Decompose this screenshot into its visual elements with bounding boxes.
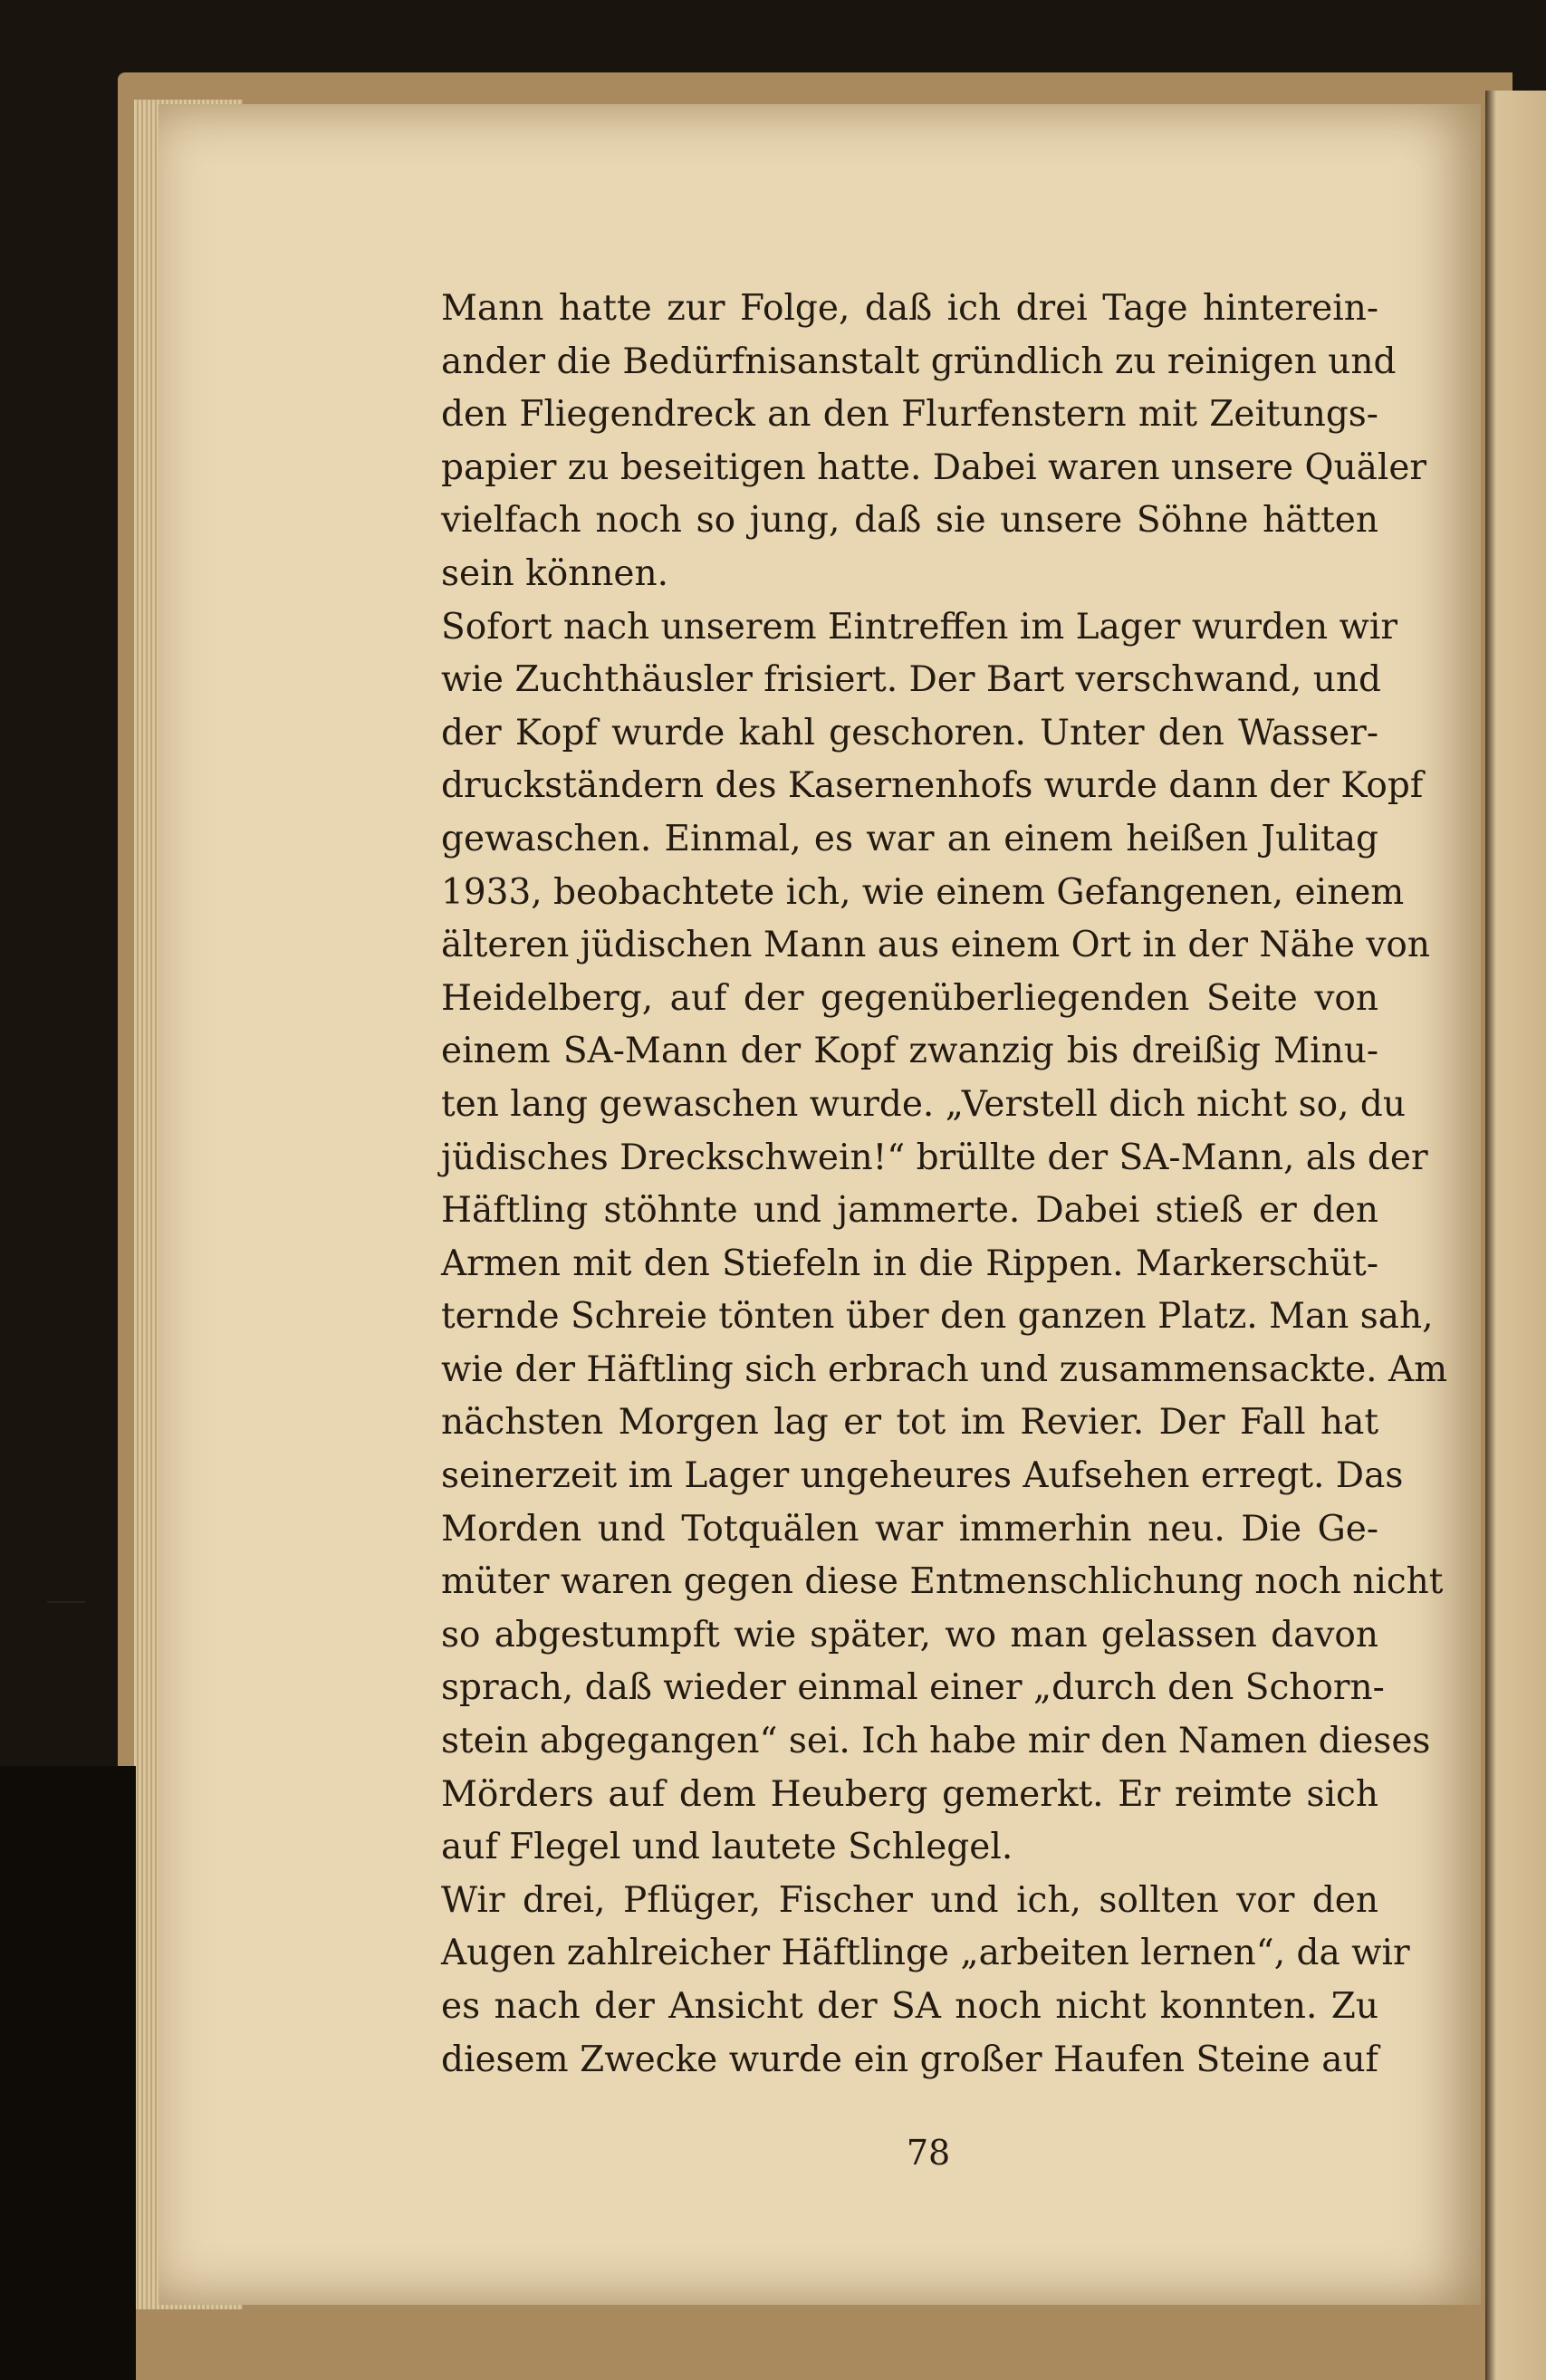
text-line: 1933, beobachtete ich, wie einem Gefangenen, einem: [441, 871, 1405, 913]
text-line: vielfach noch so jung, daß sie unsere Söhne hätten: [441, 500, 1378, 542]
text-line: ten lang gewaschen wurde. „Verstell dich nicht so, du: [441, 1083, 1406, 1125]
facing-page-edge: [1485, 91, 1546, 2380]
text-line: der Kopf wurde kahl geschoren. Unter den Wasser-: [441, 712, 1378, 753]
text-line: papier zu beseitigen hatte. Dabei waren unsere Quäler: [441, 446, 1427, 488]
text-line: ander die Bedürfnisanstalt gründlich zu reinigen und: [441, 341, 1397, 382]
text-line: Sofort nach unserem Eintreffen im Lager wurden wir: [441, 606, 1398, 648]
text-line: Augen zahlreicher Häftlinge „arbeiten lernen“, da wir: [441, 1933, 1410, 1974]
text-line: sein können.: [441, 552, 669, 594]
text-line: es nach der Ansicht der SA noch nicht konnten. Zu: [441, 1986, 1378, 2027]
text-line: diesem Zwecke wurde ein großer Haufen Steine auf: [441, 2039, 1378, 2080]
text-line: den Fliegendreck an den Flurfenstern mit Zeitungs-: [441, 394, 1378, 436]
text-line: seinerzeit im Lager ungeheures Aufsehen erregt. Das: [441, 1455, 1404, 1497]
text-line: jüdisches Dreckschwein!“ brüllte der SA-Mann, als der: [441, 1137, 1428, 1178]
text-line: gewaschen. Einmal, es war an einem heißen Julitag: [441, 818, 1378, 859]
text-line: Heidelberg, auf der gegenüberliegenden Seite von: [441, 977, 1378, 1019]
text-line: druckständern des Kasernenhofs wurde dann der Kopf: [441, 765, 1424, 807]
text-line: Wir drei, Pflüger, Fischer und ich, sollten vor den: [441, 1879, 1378, 1921]
text-line: Mörders auf dem Heuberg gemerkt. Er reimte sich: [441, 1773, 1378, 1815]
text-line: nächsten Morgen lag er tot im Revier. Der Fall hat: [441, 1402, 1378, 1444]
text-line: älteren jüdischen Mann aus einem Ort in der Nähe von: [441, 925, 1431, 966]
text-line: auf Flegel und lautete Schlegel.: [441, 1827, 1013, 1868]
text-line: Mann hatte zur Folge, daß ich drei Tage hinterein-: [441, 288, 1378, 329]
text-line: Armen mit den Stiefeln in die Rippen. Markerschüt-: [441, 1243, 1378, 1284]
text-line: sprach, daß wieder einmal einer „durch den Schorn-: [441, 1667, 1385, 1709]
scan-background-shadow: [0, 1766, 136, 2380]
text-line: Morden und Totquälen war immerhin neu. Die Ge-: [441, 1508, 1378, 1550]
text-line: wie Zuchthäusler frisiert. Der Bart verschwand, und: [441, 659, 1381, 701]
text-line: wie der Häftling sich erbrach und zusammensackte. Am: [441, 1348, 1448, 1390]
text-line: stein abgegangen“ sei. Ich habe mir den Namen dieses: [441, 1721, 1431, 1762]
body-text: [441, 283, 1448, 2087]
text-line: Häftling stöhnte und jammerte. Dabei stieß er den: [441, 1190, 1378, 1232]
page-number: 78: [906, 2133, 951, 2173]
text-line: müter waren gegen diese Entmenschlichung noch nicht: [441, 1561, 1444, 1603]
text-line: ternde Schreie tönten über den ganzen Platz. Man sah,: [441, 1296, 1434, 1338]
text-line: einem SA-Mann der Kopf zwanzig bis dreißig Minu-: [441, 1031, 1378, 1072]
text-line: so abgestumpft wie später, wo man gelassen davon: [441, 1614, 1378, 1655]
margin-tick-mark: [47, 1601, 85, 1603]
